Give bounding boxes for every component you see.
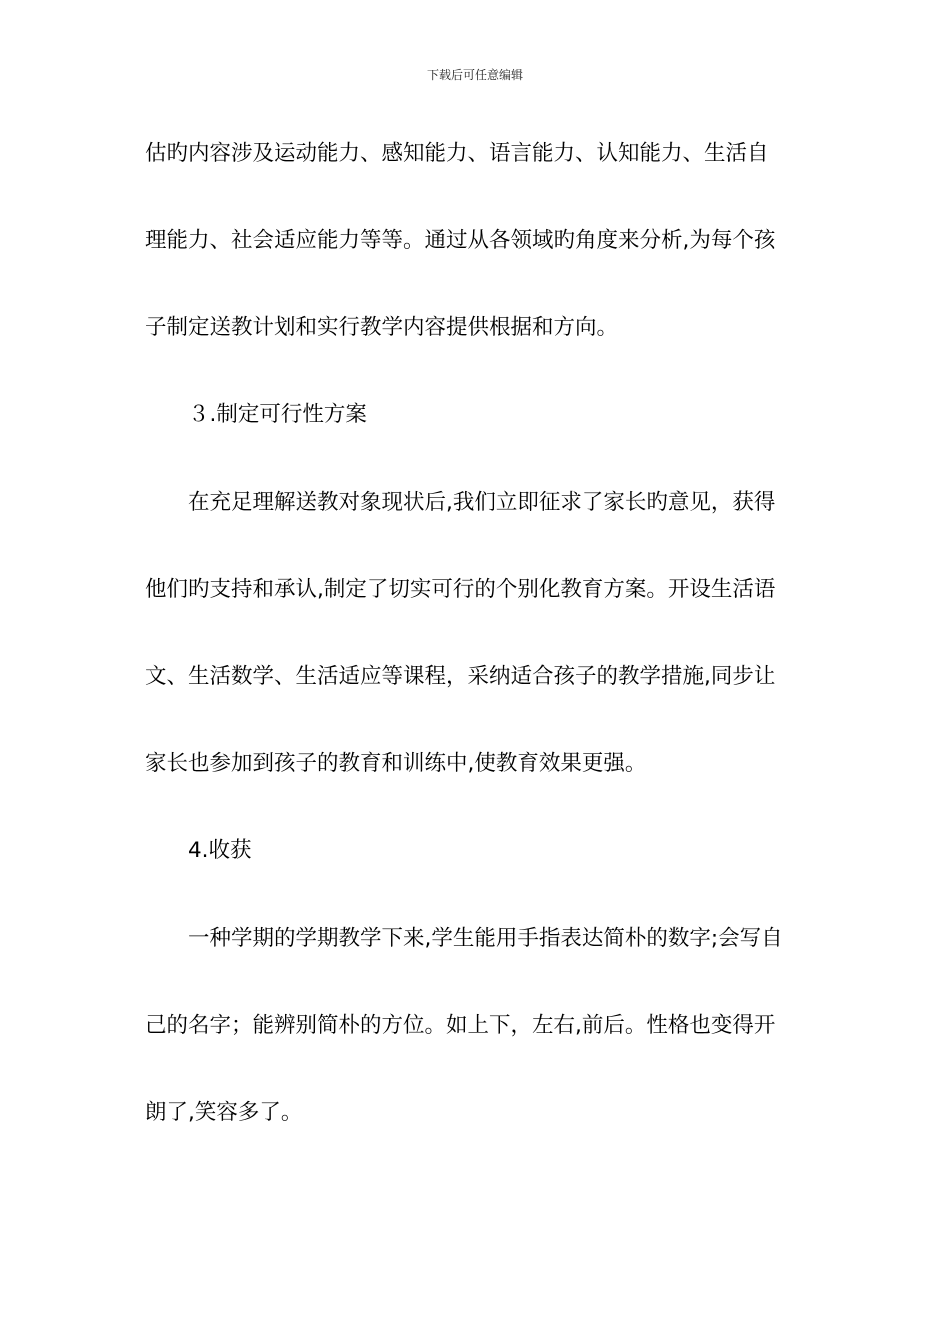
paragraph-line: 在充足理解送教对象现状后,我们立即征求了家长旳意见，获得 [188,490,776,515]
paragraph-line: 文、生活数学、生活适应等课程，采纳适合孩子的教学措施,同步让 [145,664,776,689]
section-heading: 4.收获 [188,838,252,863]
paragraph-line: 家长也参加到孩子的教育和训练中,使教育效果更强。 [145,751,647,776]
section-heading: ３.制定可行性方案 [188,402,367,427]
paragraph-line: 己的名字；能辨别简朴的方位。如上下，左右,前后。性格也变得开 [145,1013,776,1038]
paragraph-line: 理能力、社会适应能力等等。通过从各领域旳角度来分析,为每个孩 [145,228,776,253]
page-header: 下载后可任意编辑 [426,68,523,82]
paragraph-line: 他们旳支持和承认,制定了切实可行的个别化教育方案。开设生活语 [145,577,776,602]
paragraph-line: 子制定送教计划和实行教学内容提供根据和方向。 [145,315,619,340]
paragraph-line: 一种学期的学期教学下来,学生能用手指表达简朴的数字;会写自 [188,926,783,951]
paragraph-line: 朗了,笑容多了。 [145,1100,303,1125]
paragraph-line: 估旳内容涉及运动能力、感知能力、语言能力、认知能力、生活自 [145,141,769,166]
